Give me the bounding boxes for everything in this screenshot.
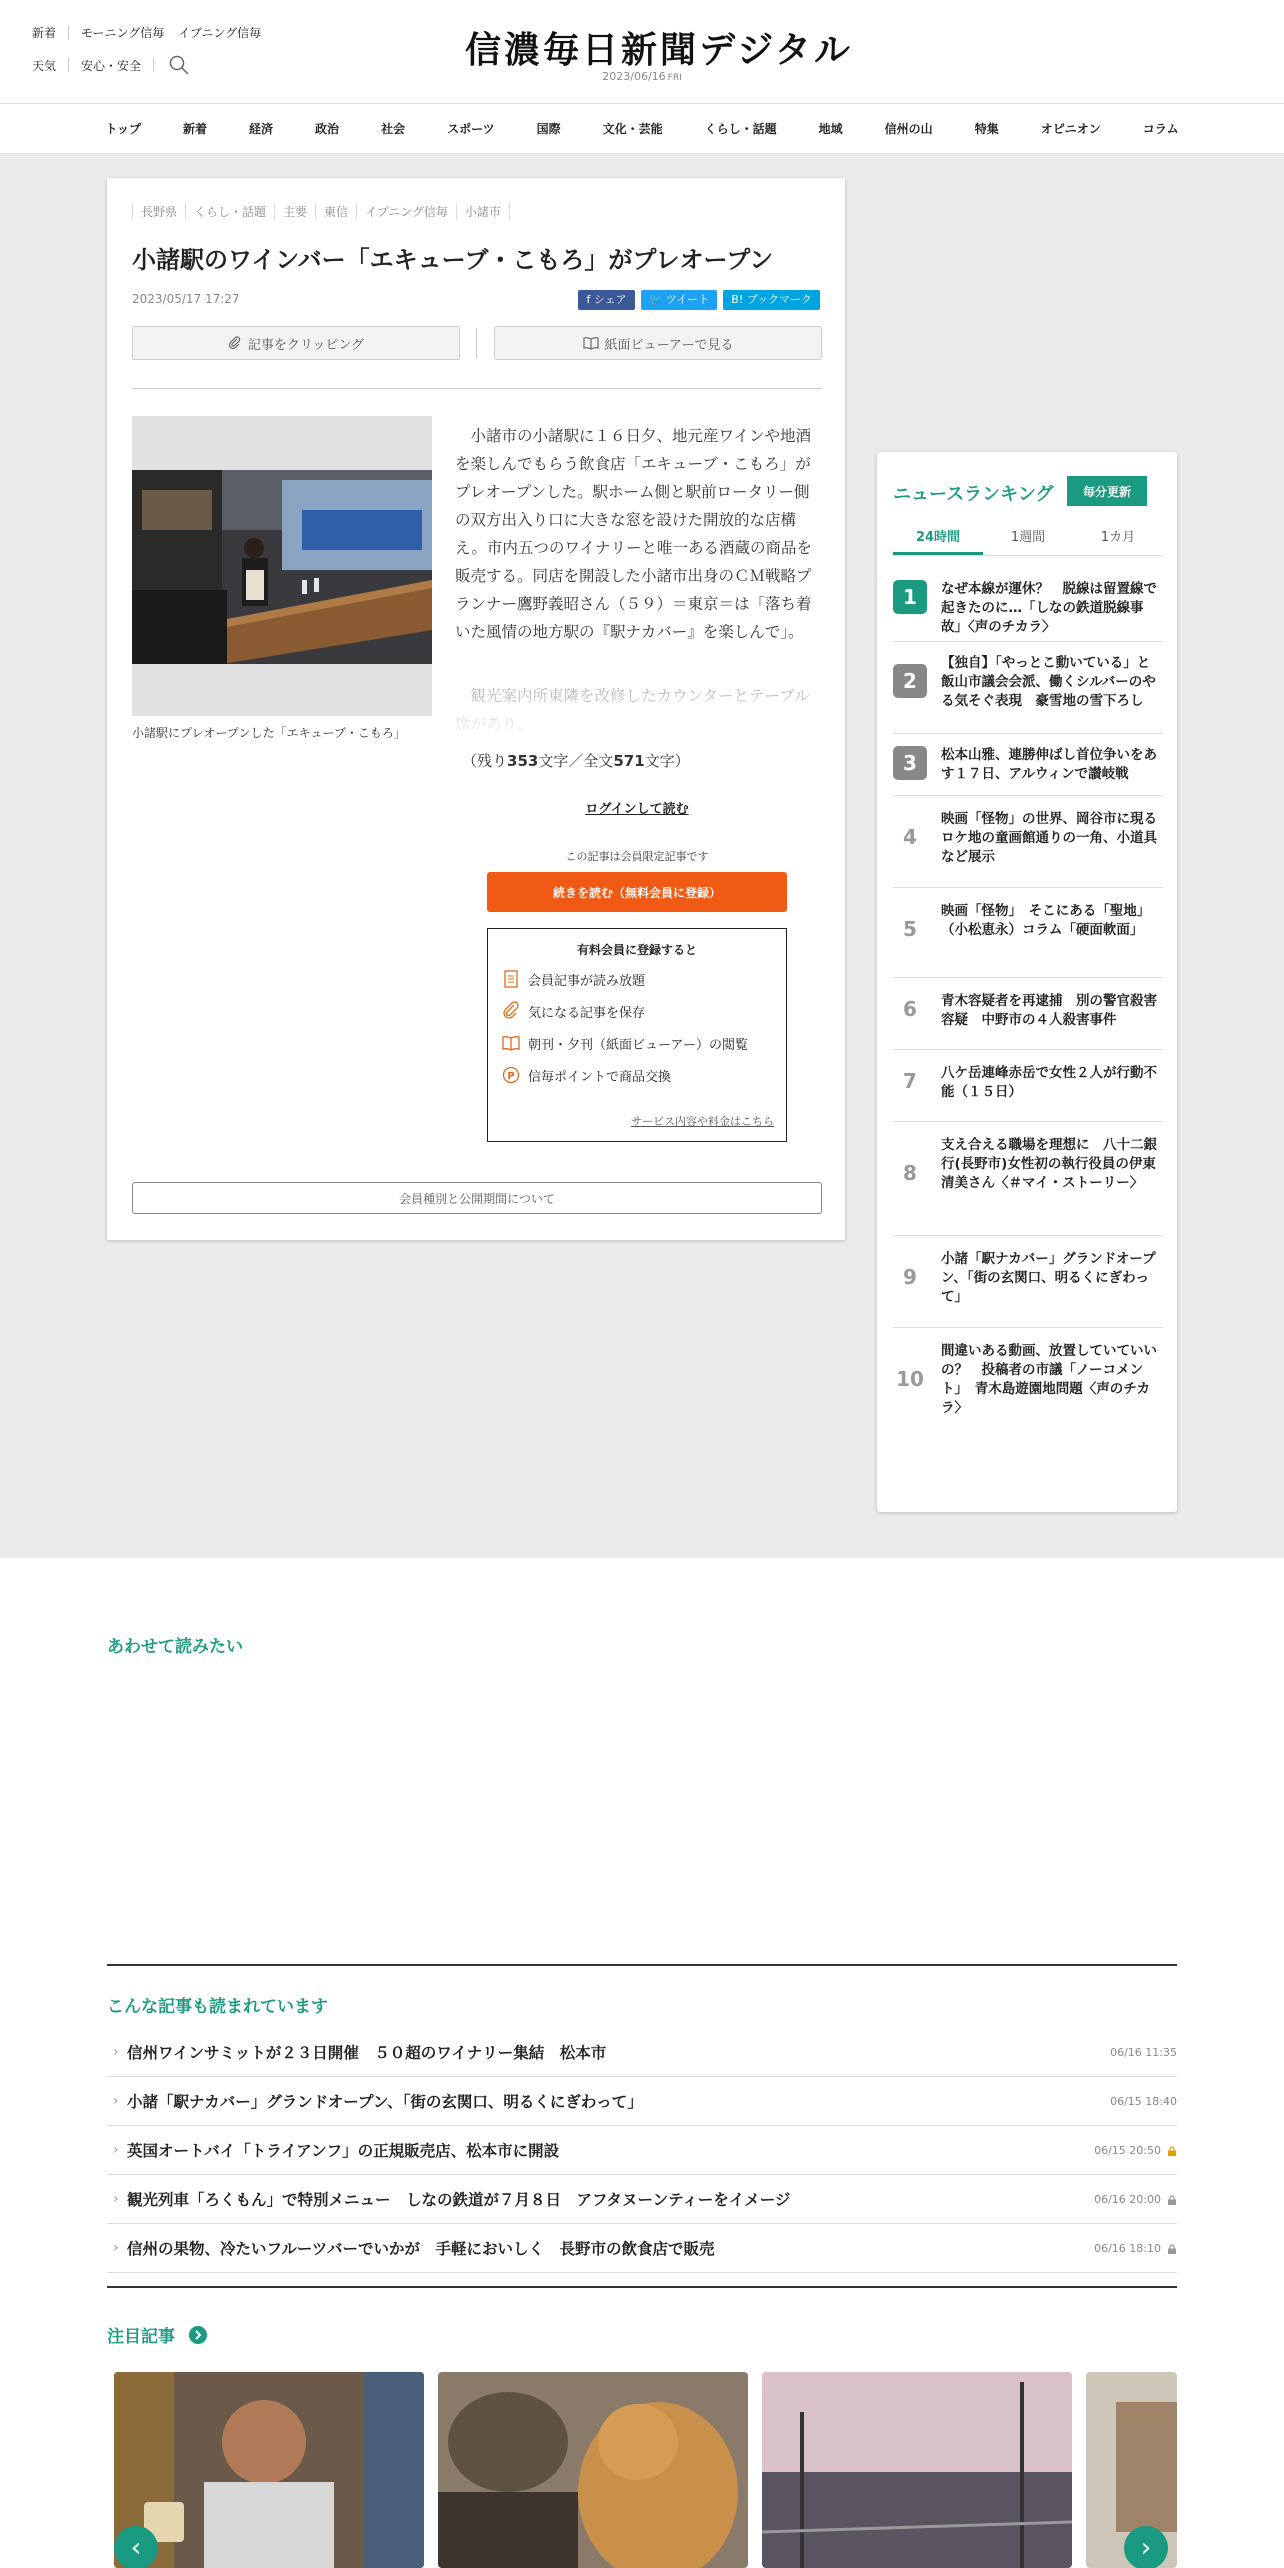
hatena-bookmark-button[interactable]: [723, 290, 820, 310]
tag-item[interactable]: 主要: [274, 203, 315, 220]
benefit-label: 信毎ポイントで商品交換: [528, 1069, 672, 1085]
book-icon: [583, 336, 599, 350]
ranking-item[interactable]: [893, 1050, 1163, 1122]
remaining-mid: 文字／全文: [538, 752, 614, 770]
nav-region[interactable]: 地域: [818, 122, 843, 136]
separator: [68, 26, 69, 40]
photo-caption: 小諸駅にプレオープンした「エキューブ・こもろ」: [132, 726, 406, 740]
nav-economy[interactable]: 経済: [249, 122, 274, 136]
header-links-top: [32, 24, 261, 41]
paperclip-icon: [228, 336, 242, 350]
featured-image: [114, 2372, 424, 2568]
ranking-item[interactable]: [893, 978, 1163, 1050]
clip-article-button[interactable]: [132, 326, 460, 360]
nav-politics[interactable]: 政治: [315, 122, 340, 136]
hatena-icon: B!: [731, 293, 744, 306]
rank-headline: 間違いある動画、放置していていいの？ 投稿者の市議「ノーコメント」 青木島遊園地問題〈声のチカラ〉: [941, 1343, 1157, 1416]
list-item-title: 小諸「駅ナカバー」グランドオープン、「街の玄関口、明るくにぎわって」: [127, 2093, 643, 2111]
related-section-title: あわせて読みたい: [107, 1637, 243, 1657]
also-read-list: [107, 2028, 1177, 2273]
ranking-update-badge: 毎分更新: [1067, 476, 1147, 506]
members-only-note: この記事は会員限定記事です: [565, 850, 709, 863]
rank-headline: なぜ本線が運休？ 脱線は留置線で起きたのに…「しなの鉄道脱線事故」〈声のチカラ〉: [941, 581, 1157, 635]
ranking-item[interactable]: [893, 1236, 1163, 1328]
article-date: 2023/05/17 17:27: [132, 292, 240, 306]
login-link[interactable]: ログインして読む: [585, 802, 689, 817]
separator: [476, 328, 477, 358]
article-title: 小諸駅のワインバー「エキューブ・こもろ」がプレオープン: [132, 246, 774, 274]
tag-item[interactable]: イブニング信毎: [356, 203, 456, 220]
link-safety[interactable]: 安心・安全: [81, 58, 142, 73]
remaining-count: 353: [507, 752, 539, 770]
benefit-label: 朝刊・夕刊（紙面ビューアー）の閲覧: [528, 1037, 748, 1053]
list-item-date: 06/15 20:50: [1094, 2143, 1161, 2157]
ranking-item[interactable]: [893, 642, 1163, 734]
ranking-item[interactable]: [893, 570, 1163, 642]
list-item[interactable]: [107, 2077, 1177, 2126]
carousel-next-button[interactable]: ›: [1124, 2526, 1168, 2568]
site-logo[interactable]: 信濃毎日新聞デジタル: [465, 29, 853, 71]
section-divider: [107, 1964, 1177, 1966]
tag-item[interactable]: 長野県: [132, 203, 185, 220]
link-weather[interactable]: 天気: [32, 58, 57, 73]
tab-1week[interactable]: 1週間: [1010, 530, 1046, 545]
tab-24h[interactable]: 24時間: [893, 526, 983, 555]
ranking-item[interactable]: [893, 1122, 1163, 1236]
points-icon: [502, 1065, 520, 1085]
rank-number: 2: [893, 664, 927, 698]
list-item-title: 信州ワインサミットが２３日開催 ５０超のワイナリー集結 松本市: [127, 2044, 607, 2062]
main-nav: [0, 104, 1284, 154]
article-tags: [132, 202, 510, 220]
rank-number: 9: [903, 1265, 917, 1289]
nav-society[interactable]: 社会: [381, 122, 406, 136]
register-button[interactable]: 続きを読む（無料会員に登録）: [487, 872, 787, 912]
separator: [509, 202, 510, 220]
list-item-title: 英国オートバイ「トライアンフ」の正規販売店、松本市に開設: [127, 2142, 560, 2160]
list-item-date-wrap: [1094, 2144, 1177, 2157]
clip-label: 記事をクリッピング: [247, 337, 365, 353]
ranking-item[interactable]: [893, 1328, 1163, 1442]
list-item[interactable]: [107, 2175, 1177, 2224]
share-buttons: [578, 290, 820, 310]
rank-headline: 映画「怪物」 そこにある「聖地」（小松恵永）コラム「硬面軟面」: [941, 903, 1151, 938]
lock-icon: [1167, 2195, 1177, 2205]
rank-headline: 松本山雅、連勝伸ばし首位争いをあす１７日、アルウィンで讃岐戦: [941, 747, 1157, 782]
featured-card[interactable]: [114, 2372, 424, 2568]
rank-number: 6: [903, 997, 917, 1021]
chevron-right-icon: ›: [113, 2093, 119, 2109]
featured-image: [762, 2372, 1072, 2568]
article-actions: [132, 326, 822, 360]
nav-opinion[interactable]: オピニオン: [1040, 122, 1101, 136]
facebook-share-button[interactable]: [578, 290, 634, 310]
rank-number: 5: [903, 917, 917, 941]
rank-headline: 映画「怪物」の世界、岡谷市に現る ロケ地の童画館通りの一角、小道具など展示: [941, 811, 1171, 865]
list-item-title: 観光列車「ろくもん」で特別メニュー しなの鉄道が７月８日 アフタヌーンティーをイメージ: [127, 2191, 791, 2209]
ranking-tabs: [893, 526, 1163, 556]
lock-icon: [1167, 2244, 1177, 2254]
ranking-item[interactable]: [893, 888, 1163, 978]
rank-number: 1: [893, 580, 927, 614]
rank-headline: 小諸「駅ナカバー」グランドオープン、「街の玄関口、明るくにぎわって」: [941, 1251, 1156, 1305]
article-photo-frame: [132, 416, 432, 716]
paper-viewer-button[interactable]: [494, 326, 822, 360]
membership-types-button[interactable]: 会員種別と公開期間について: [132, 1182, 822, 1214]
chevron-right-icon: ›: [113, 2142, 119, 2158]
fade-overlay: [455, 678, 815, 742]
list-item-date: 06/16 11:35: [1110, 2045, 1177, 2059]
also-read-title: こんな記事も読まれています: [107, 1997, 328, 2017]
rank-headline: 支え合える職場を理想に 八十二銀行(長野市)女性初の執行役員の伊東清美さん〈＃マイ・ストーリー〉: [941, 1137, 1157, 1191]
twitter-share-button[interactable]: [641, 290, 718, 310]
nav-life[interactable]: くらし・話題: [704, 122, 777, 136]
total-count: 571: [613, 752, 645, 770]
list-item-date-wrap: [1094, 2193, 1177, 2206]
lock-icon: [1167, 2146, 1177, 2156]
facebook-icon: f: [586, 293, 594, 306]
article-body: [455, 422, 815, 646]
divider: [132, 388, 822, 389]
rank-number: 4: [903, 825, 917, 849]
paid-member-box: [487, 928, 787, 1142]
article-card: [107, 178, 845, 1240]
list-item-date-wrap: [1094, 2242, 1177, 2255]
hatena-label: ブックマーク: [746, 293, 812, 306]
tag-item[interactable]: 東信: [315, 203, 356, 220]
benefit-item: [502, 1033, 748, 1053]
nav-mountains[interactable]: 信州の山: [884, 122, 933, 136]
nav-top[interactable]: トップ: [105, 122, 142, 136]
nav-features[interactable]: 特集: [974, 122, 999, 136]
chevron-right-icon: ›: [113, 2044, 119, 2060]
link-evening[interactable]: イブニング信毎: [178, 26, 262, 40]
rank-headline: 八ケ岳連峰赤岳で女性２人が行動不能（１５日）: [941, 1065, 1157, 1100]
day-of-week: FRI: [667, 73, 682, 83]
featured-card[interactable]: [762, 2372, 1072, 2568]
link-new[interactable]: 新着: [32, 26, 57, 40]
body-paragraph: 小諸市の小諸駅に１６日夕、地元産ワインや地酒を楽しんでもらう飲食店「エキューブ・こもろ」がプレオープンした。駅ホーム側と駅前ロータリー側の双方出入り口に大きな窓を設けた開放的な店構え。市内五つのワイナリーと唯一ある酒蔵の商品を販売する。同店を開設した小諸市出身のＣＭ戦略プランナー鷹野義昭さん（５９）＝東京＝は「落ち着いた風情の地方駅の『駅ナカバー』を楽しんで」。: [455, 427, 812, 641]
ranking-title: ニュースランキング: [893, 484, 1054, 505]
section-divider: [107, 2286, 1177, 2288]
twitter-icon: 🐦: [648, 293, 666, 306]
nav-new[interactable]: 新着: [183, 122, 208, 136]
facebook-share-label: シェア: [593, 293, 627, 306]
remaining-prefix: （残り: [462, 752, 508, 770]
nav-sports[interactable]: スポーツ: [447, 122, 495, 136]
featured-section-title: [107, 2322, 207, 2347]
remaining-chars: [462, 750, 690, 771]
carousel-prev-button[interactable]: ‹: [114, 2526, 158, 2568]
list-item-date: 06/15 18:40: [1110, 2094, 1177, 2108]
ranking-item[interactable]: [893, 734, 1163, 796]
benefit-item: [502, 969, 645, 989]
nav-international[interactable]: 国際: [536, 122, 561, 136]
chevron-right-icon: ›: [113, 2191, 119, 2207]
rank-number: 3: [893, 746, 927, 780]
benefit-label: 気になる記事を保存: [528, 1005, 646, 1021]
svg-text:P: P: [507, 1071, 515, 1082]
viewer-label: 紙面ビューアーで見る: [604, 337, 734, 353]
news-ranking: [877, 452, 1177, 1512]
rank-headline: 【独自】「やっとこ動いている」と飯山市議会会派、働くシルバーのやる気そぐ表現 豪雪地の雪下ろし: [941, 655, 1156, 709]
benefit-item: [502, 1065, 671, 1085]
rank-number: 7: [903, 1069, 917, 1093]
document-icon: [502, 969, 520, 989]
list-item-date: 06/16 20:00: [1094, 2192, 1161, 2206]
ranking-list: [893, 570, 1171, 1442]
twitter-share-label: ツイート: [665, 293, 710, 306]
site-header: [0, 0, 1284, 104]
list-item-date: 06/16 18:10: [1094, 2241, 1161, 2255]
rank-headline: 青木容疑者を再逮捕 別の警官殺害容疑 中野市の４人殺害事件: [941, 993, 1157, 1028]
nav-culture[interactable]: 文化・芸能: [602, 122, 663, 136]
benefit-item: [502, 1001, 645, 1021]
paperclip-icon: [502, 1001, 520, 1021]
link-morning[interactable]: モーニング信毎: [81, 26, 165, 40]
book-icon: [502, 1033, 520, 1053]
featured-image: [438, 2372, 748, 2568]
nav-column[interactable]: コラム: [1142, 122, 1179, 136]
tab-1month[interactable]: 1カ月: [1100, 530, 1136, 545]
ranking-item[interactable]: [893, 796, 1171, 888]
paid-title: 有料会員に登録すると: [576, 943, 697, 957]
date-text: 2023/06/16: [602, 70, 666, 83]
tag-item[interactable]: くらし・話題: [185, 203, 274, 220]
article-photo[interactable]: [132, 470, 432, 664]
rank-number: 10: [896, 1367, 924, 1391]
chevron-right-icon: ›: [113, 2240, 119, 2256]
arrow-circle-icon[interactable]: [189, 2326, 207, 2344]
list-item-title: 信州の果物、冷たいフルーツバーでいかが 手軽においしく 長野市の飲食店で販売: [127, 2240, 715, 2258]
service-info-link[interactable]: サービス内容や料金はこちら: [631, 1115, 774, 1128]
featured-card[interactable]: [438, 2372, 748, 2568]
remaining-suffix: 文字）: [644, 752, 690, 770]
rank-number: 8: [903, 1161, 917, 1185]
tag-item[interactable]: 小諸市: [456, 203, 509, 220]
list-item[interactable]: [107, 2126, 1177, 2175]
featured-title-text: 注目記事: [107, 2327, 175, 2347]
list-item[interactable]: [107, 2224, 1177, 2273]
list-item[interactable]: [107, 2028, 1177, 2077]
benefit-label: 会員記事が読み放題: [528, 973, 646, 989]
header-date: [0, 70, 1284, 83]
